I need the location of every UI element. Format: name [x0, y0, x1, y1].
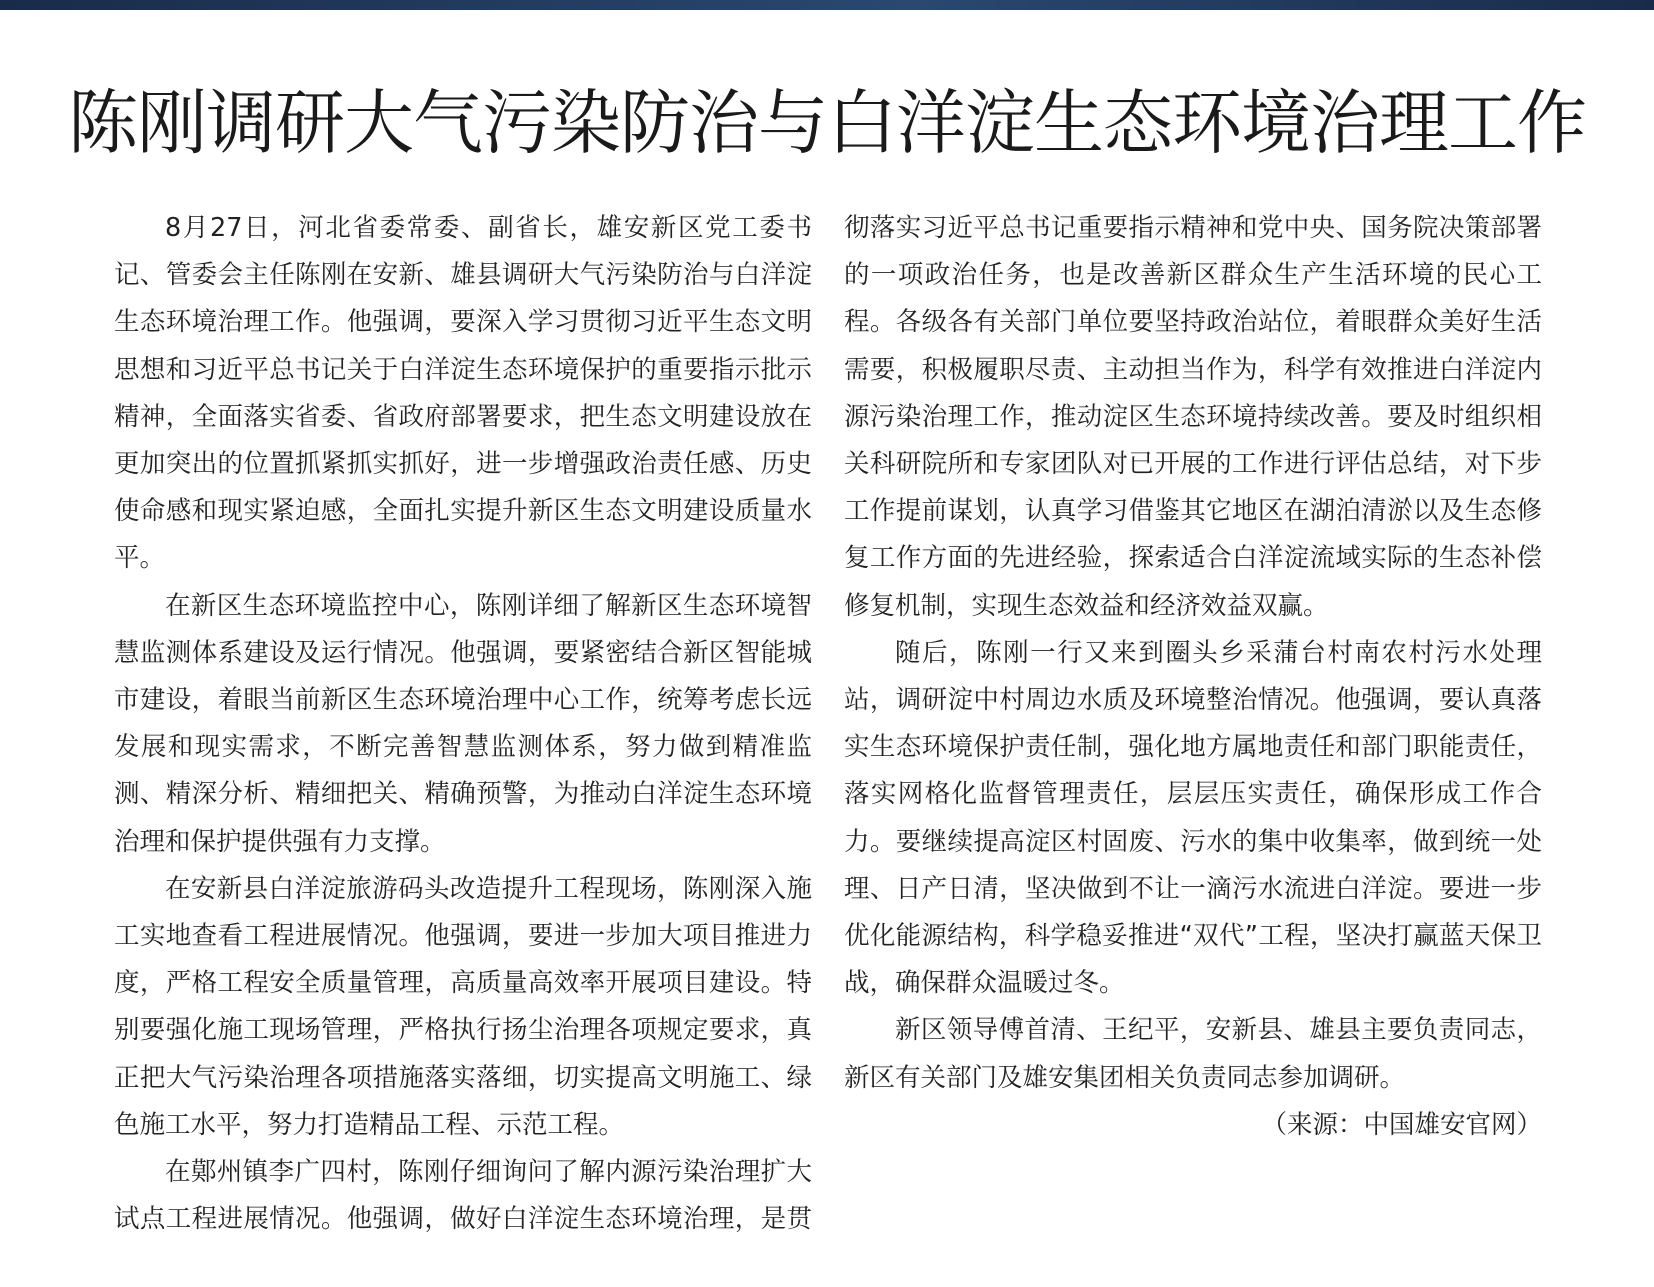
article-paragraph: 在鄚州镇李广四村，陈刚仔细询问了解内源污染治理扩大试点工程进展情况。他强调，做好白洋淀生态环境治理，是贯彻落实习近平总书记重要指示精神和党中央、国务院决策部署的一项政治任务，也是改善新区群众生产生活环境的民心工程。各级各有关部门单位要坚持政治站位，着眼群众美好生活需要，积极履职尽责、主动担当作为，科学有效推进白洋淀内源污染治理工作，推动淀区生态环境持续改善。要及时组织相关科研院所和专家团队对已开展的工作进行评估总结，对下步工作提前谋划，认真学习借鉴其它地区在湖泊清淤以及生态修复工作方面的先进经验，探索适合白洋淀流域实际的生态补偿修复机制，实现生态效益和经济效益双赢。 — [114, 213, 1542, 1235]
article-paragraph: 新区领导傅首清、王纪平，安新县、雄县主要负责同志，新区有关部门及雄安集团相关负责同志参加调研。 — [844, 1015, 1542, 1093]
article-paragraph: 随后，陈刚一行又来到圈头乡采蒲台村南农村污水处理站，调研淀中村周边水质及环境整治情况。他强调，要认真落实生态环境保护责任制，强化地方属地责任和部门职能责任，落实网格化监督管理责任，层层压实责任，确保形成工作合力。要继续提高淀区村固废、污水的集中收集率，做到统一处理、日产日清，坚决做到不让一滴污水流进白洋淀。要进一步优化能源结构，科学稳妥推进“双代”工程，坚决打赢蓝天保卫战，确保群众温暖过冬。 — [844, 637, 1542, 999]
article-paragraph: 在新区生态环境监控中心，陈刚详细了解新区生态环境智慧监测体系建设及运行情况。他强调，要紧密结合新区智能城市建设，着眼当前新区生态环境治理中心工作，统筹考虑长远发展和现实需求，不断完善智慧监测体系，努力做到精准监测、精深分析、精细把关、精确预警，为推动白洋淀生态环境治理和保护提供强有力支撑。 — [114, 590, 812, 857]
top-banner-bar — [0, 0, 1654, 10]
article-source: （来源：中国雄安官网） — [1261, 1109, 1542, 1140]
article-paragraph: 在安新县白洋淀旅游码头改造提升工程现场，陈刚深入施工实地查看工程进展情况。他强调，要进一步加大项目推进力度，严格工程安全质量管理，高质量高效率开展项目建设。特别要强化施工现场管理，严格执行扬尘治理各项规定要求，真正把大气污染治理各项措施落实落细，切实提高文明施工、绿色施工水平，努力打造精品工程、示范工程。 — [114, 873, 812, 1140]
article-title: 陈刚调研大气污染防治与白洋淀生态环境治理工作 — [68, 82, 1586, 164]
article-paragraph: 8月27日，河北省委常委、副省长，雄安新区党工委书记、管委会主任陈刚在安新、雄县调研大气污染防治与白洋淀生态环境治理工作。他强调，要深入学习贯彻习近平生态文明思想和习近平总书记关于白洋淀生态环境保护的重要指示批示精神，全面落实省委、省政府部署要求，把生态文明建设放在更加突出的位置抓紧抓实抓好，进一步增强政治责任感、历史使命感和现实紧迫感，全面扎实提升新区生态文明建设质量水平。 — [114, 213, 812, 574]
article-body — [114, 205, 1542, 1255]
